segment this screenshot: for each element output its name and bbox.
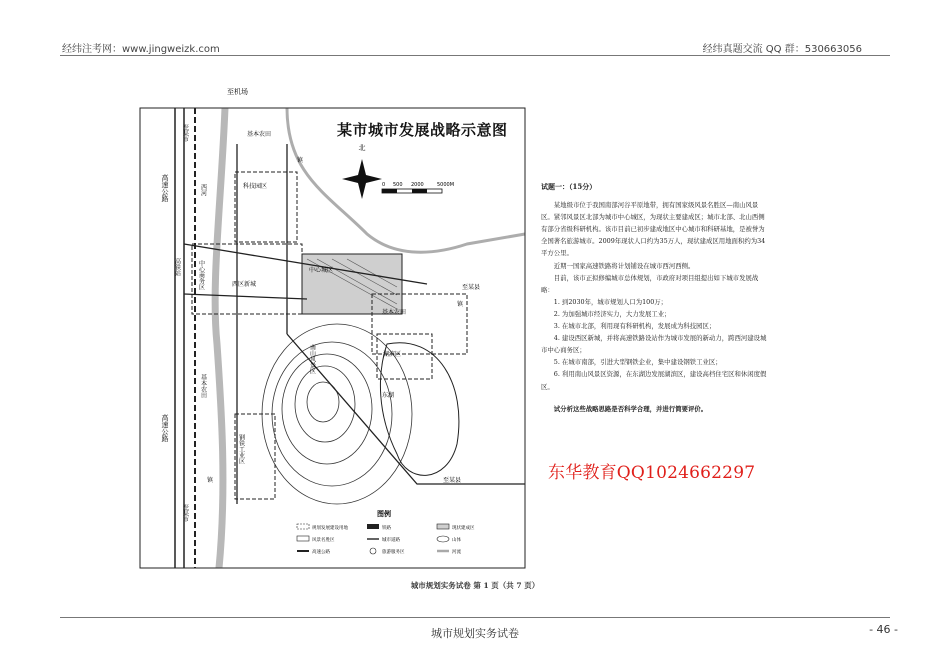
scale-0: 0: [382, 182, 386, 188]
header-right-qq-group: 经纬真题交流 QQ 群：530663056: [702, 44, 862, 55]
legend-item-8: 河流: [452, 550, 461, 555]
scale-5000: 5000M: [437, 182, 455, 188]
map-north-label: 北: [358, 144, 366, 152]
legend-item-1: 铁路: [382, 526, 391, 531]
label-to-county: 至某县: [462, 284, 481, 291]
city-strategy-map: [137, 84, 529, 572]
legend-item-2: 现状建成区: [452, 526, 475, 531]
strategy-item: 5. 在城市南部，引进大型钢铁企业，集中建设钢铁工业区；: [553, 358, 722, 367]
legend-item-3: 风景名胜区: [312, 538, 335, 543]
label-to-city-top: 至某市: [181, 124, 189, 142]
legend-title: 图例: [377, 510, 391, 518]
label-steel-park: 钢铁工业区: [237, 434, 245, 464]
label-west-river: 西河: [199, 184, 207, 196]
footer-title: 城市规划实务试卷: [431, 627, 519, 640]
strategy-item: 4. 建设西区新城，并将高速铁路设站作为城市发展的新动力，跨西河建设城市中心商务区；: [541, 334, 767, 355]
footer-page-number: - 46 -: [869, 623, 898, 636]
label-town-top: 镇: [297, 157, 304, 164]
north-arrow-icon: [342, 159, 382, 199]
question-task: 试分析这些战略思路是否科学合理，并进行简要评价。: [553, 404, 708, 413]
label-hsr-station: 高铁站: [173, 258, 181, 276]
map-title: 某市城市发展战略示意图: [337, 121, 508, 139]
label-central-business: 中心商务区: [197, 260, 205, 290]
label-lakeside: 湖滨区: [383, 351, 402, 358]
header-left-site: 经纬注考网：www.jingweizk.com: [62, 44, 220, 55]
label-city-center: 中心城区: [309, 267, 334, 274]
label-airport: 至机场: [227, 88, 248, 96]
legend-item-5: 山体: [452, 538, 461, 543]
legend-item-0: 规划发展建设用地: [312, 526, 348, 531]
label-farmland-left: 基本农田: [199, 374, 207, 398]
header-rule: [60, 55, 890, 56]
question-paragraph: 近期一国家高速铁路将计划铺设在城市西河西侧。: [553, 261, 695, 270]
strategy-item: 6. 利用南山风景区资源，在东湖边发展湖滨区，建设高档住宅区和休闲度假区。: [541, 370, 767, 391]
sheet-page-footer: 城市规划实务试卷 第 1 页（共 7 页）: [410, 581, 540, 590]
legend-item-7: 旅游服务区: [382, 550, 405, 555]
legend-item-6: 高速公路: [312, 550, 330, 555]
question-paragraph: 某地级市位于我国南部河谷平原地带，拥有国家级风景名胜区—南山风景区。紧邻风景区北部为城市中心城区，为现状主要建成区；城市北部、北山西侧有部分省级科研机构。该市目前已初步建成地区中心城市和科研基地，是被誉为全国著名旅游城市。2009年现状人口约为35万人，现状建成区用地面积约为34平方公里。: [541, 201, 766, 258]
label-south-mountain: 南山风景区: [308, 344, 316, 374]
strategy-item: 3. 在城市北部，利用现有科研机构，发展成为科技园区；: [553, 322, 716, 331]
label-expressway-lower: 高速公路: [161, 414, 169, 442]
label-to-county-lower: 至某县: [443, 477, 462, 484]
label-sci-park: 科技园区: [243, 183, 268, 190]
question-block: [541, 181, 771, 415]
label-farmland-right: 基本农田: [382, 309, 407, 316]
footer-rule: [60, 617, 890, 618]
watermark-text: 东华教育QQ1024662297: [548, 463, 756, 483]
scale-2000: 2000: [411, 182, 424, 188]
label-east-lake: 东湖: [382, 392, 395, 399]
scale-500: 500: [393, 182, 403, 188]
label-farmland-top: 基本农田: [247, 131, 272, 138]
strategy-item: 2. 为加强城市经济实力，大力发展工业；: [553, 309, 671, 318]
legend-item-4: 城市道路: [382, 538, 400, 543]
question-paragraph: 目前，该市正拟修编城市总体规划，市政府对项目组提出如下城市发展战略：: [541, 273, 759, 294]
strategy-item: 1. 到2030年，城市规划人口为100万；: [553, 297, 668, 306]
label-town-right: 镇: [457, 301, 464, 308]
label-town-left: 镇: [207, 477, 214, 484]
label-to-city-bottom: 至某市: [181, 504, 189, 522]
question-title: 试题一：（15分）: [541, 182, 597, 191]
label-expressway-upper: 高速公路: [161, 174, 169, 202]
label-west-new-town: 西区新城: [232, 281, 257, 288]
